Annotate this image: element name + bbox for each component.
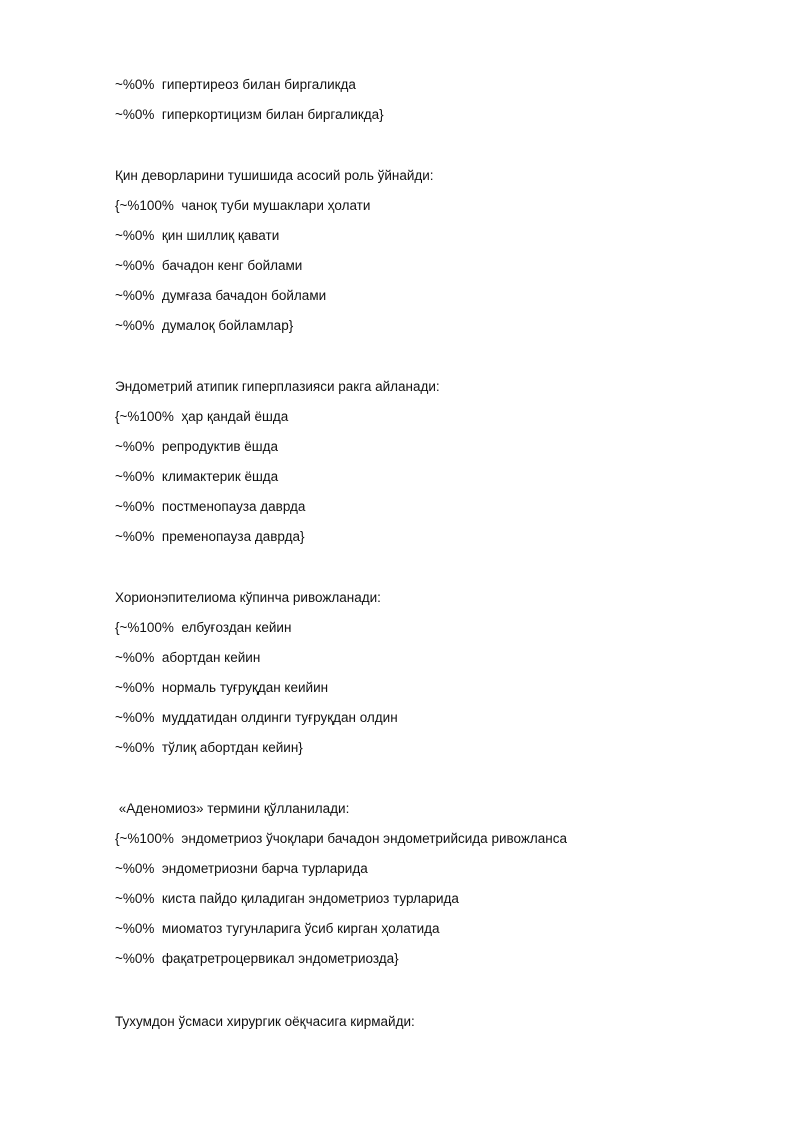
answer-option: ~%0% гипертиреоз билан биргаликда bbox=[115, 77, 356, 92]
answer-option: ~%0% муддатидан олдинги туғруқдан олдин bbox=[115, 710, 398, 725]
answer-option: ~%0% репродуктив ёшда bbox=[115, 439, 279, 454]
answer-option: ~%0% бачадон кенг бойлами bbox=[115, 258, 303, 273]
answer-option: {~%100% чаноқ туби мушаклари ҳолати bbox=[115, 198, 371, 213]
answer-option: ~%0% миоматоз тугунларига ўсиб кирган ҳолатида bbox=[115, 921, 440, 936]
answer-option: ~%0% постменопауза даврда bbox=[115, 499, 306, 514]
answer-option: ~%0% абортдан кейин bbox=[115, 650, 261, 665]
question-text: Тухумдон ўсмаси хирургик оёқчасига кирмайди: bbox=[115, 1014, 415, 1029]
answer-option: ~%0% эндометриозни барча турларида bbox=[115, 861, 368, 876]
answer-option: {~%100% елбуғоздан кейин bbox=[115, 620, 292, 635]
answer-option: {~%100% эндометриоз ўчоқлари бачадон эндометрийсида ривожланса bbox=[115, 831, 567, 846]
answer-option: ~%0% гиперкортицизм билан биргаликда} bbox=[115, 107, 384, 122]
question-text: Эндометрий атипик гиперплазияси ракга айланади: bbox=[115, 379, 440, 394]
answer-option: ~%0% қин шиллиқ қавати bbox=[115, 228, 280, 243]
answer-option: ~%0% киста пайдо қиладиган эндометриоз турларида bbox=[115, 891, 459, 906]
question-text: Қин деворларини тушишида асосий роль ўйнайди: bbox=[115, 168, 434, 183]
answer-option: ~%0% фақатретроцервикал эндометриозда} bbox=[115, 951, 399, 966]
answer-option: ~%0% климактерик ёшда bbox=[115, 469, 279, 484]
answer-option: ~%0% думғаза бачадон бойлами bbox=[115, 288, 327, 303]
question-text: Хорионэпителиома кўпинча ривожланади: bbox=[115, 590, 381, 605]
answer-option: ~%0% думалоқ бойламлар} bbox=[115, 318, 294, 333]
question-text: «Аденомиоз» термини қўлланилади: bbox=[115, 801, 350, 816]
answer-option: ~%0% пременопауза даврда} bbox=[115, 529, 305, 544]
answer-option: ~%0% нормаль туғруқдан кеийин bbox=[115, 680, 329, 695]
answer-option: ~%0% тўлиқ абортдан кейин} bbox=[115, 740, 303, 755]
answer-option: {~%100% ҳар қандай ёшда bbox=[115, 409, 289, 424]
